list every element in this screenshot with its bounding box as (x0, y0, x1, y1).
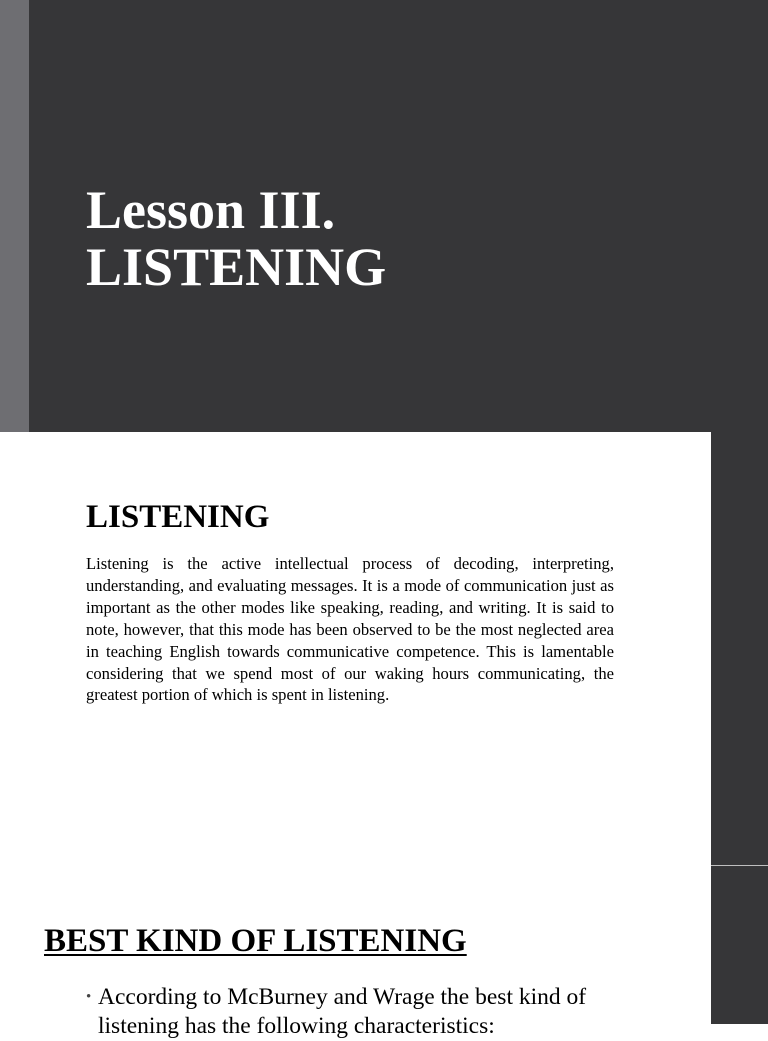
bullet-icon: • (86, 989, 92, 1005)
slide-heading: LISTENING (86, 499, 270, 535)
content-slide-best-kind (0, 866, 711, 1039)
slide-title-line-1: Lesson III. (86, 180, 336, 240)
slide-side-band (711, 432, 768, 865)
bullet-list (86, 983, 626, 1041)
title-slide (0, 0, 768, 432)
content-slide-listening (0, 432, 711, 865)
slide-accent-bar (0, 0, 29, 432)
slide-title-line-2: LISTENING (86, 237, 387, 297)
slide-body-text: Listening is the active intellectual process of decoding, interpreting, understanding, and evaluating messages. It is a mode of communication just as important as the other modes like speaking, reading, and writing. It is said to note, however, that this mode has been observed to be the most neglected area in teaching English towards communicative competence. This is lamentable considering that we spend most of our waking hours communicating, the greatest portion of which is spent in listening. (86, 554, 614, 705)
slide-side-band (711, 866, 768, 1024)
slide-heading: BEST KIND OF LISTENING (44, 923, 467, 959)
slide-title (86, 182, 386, 296)
bullet-item (86, 983, 626, 1041)
bullet-text: According to McBurney and Wrage the best kind of listening has the following characteristics: (98, 984, 587, 1039)
